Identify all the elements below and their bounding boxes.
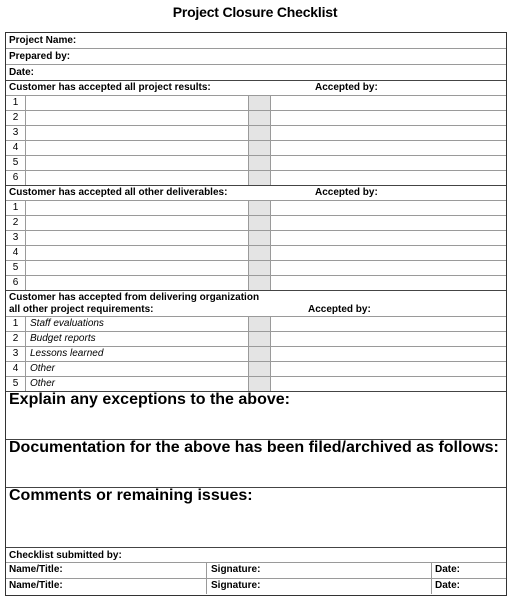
section-label-line2: all other project requirements: <box>9 304 154 315</box>
column-divider <box>206 579 207 594</box>
row-number: 4 <box>6 362 26 376</box>
table-row[interactable] <box>6 332 506 347</box>
accepted-by-label: Accepted by: <box>315 187 378 198</box>
submitted-by-header <box>6 548 506 563</box>
table-row[interactable] <box>6 261 506 276</box>
check-cell[interactable] <box>248 171 271 185</box>
row-number: 2 <box>6 216 26 230</box>
table-row[interactable] <box>6 231 506 246</box>
row-number: 1 <box>6 317 26 331</box>
table-row[interactable] <box>6 362 506 377</box>
date-label: Date: <box>435 564 461 575</box>
signature-label: Signature: <box>211 564 261 575</box>
check-cell[interactable] <box>248 216 271 230</box>
comments-label: Comments or remaining issues: <box>9 487 253 504</box>
check-cell[interactable] <box>248 261 271 275</box>
row-description: Lessons learned <box>30 348 104 359</box>
check-cell[interactable] <box>248 96 271 110</box>
table-row[interactable] <box>6 276 506 291</box>
row-number: 2 <box>6 332 26 346</box>
page-title: Project Closure Checklist <box>172 4 338 20</box>
comments-field[interactable] <box>6 488 506 548</box>
row-number: 1 <box>6 96 26 110</box>
row-description: Other <box>30 363 56 374</box>
check-cell[interactable] <box>248 231 271 245</box>
column-divider <box>431 563 432 578</box>
table-row[interactable] <box>6 317 506 332</box>
section-label-line1: Customer has accepted from delivering organization <box>9 292 260 303</box>
project-name-label: Project Name: <box>9 35 77 46</box>
check-cell[interactable] <box>248 156 271 170</box>
check-cell[interactable] <box>248 126 271 140</box>
check-cell[interactable] <box>248 276 271 290</box>
row-number: 3 <box>6 347 26 361</box>
section-label: Customer has accepted all other deliverables: <box>9 187 228 198</box>
signature-row[interactable] <box>6 563 506 579</box>
row-number: 4 <box>6 246 26 260</box>
table-row[interactable] <box>6 377 506 392</box>
table-row[interactable] <box>6 216 506 231</box>
date-field[interactable] <box>6 65 506 81</box>
documentation-label: Documentation for the above has been filed/archived as follows: <box>9 439 499 456</box>
accepted-by-label: Accepted by: <box>315 82 378 93</box>
check-cell[interactable] <box>248 141 271 155</box>
check-cell[interactable] <box>248 317 271 331</box>
checklist-form <box>5 32 507 596</box>
row-number: 6 <box>6 276 26 290</box>
row-number: 2 <box>6 111 26 125</box>
table-row[interactable] <box>6 201 506 216</box>
section-label: Customer has accepted all project results: <box>9 82 211 93</box>
section-label <box>9 292 259 316</box>
exceptions-field[interactable] <box>6 392 506 440</box>
table-row[interactable] <box>6 111 506 126</box>
row-number: 5 <box>6 156 26 170</box>
section-results-header <box>6 81 506 96</box>
check-cell[interactable] <box>248 201 271 215</box>
row-description: Other <box>30 378 56 389</box>
row-number: 4 <box>6 141 26 155</box>
row-number: 1 <box>6 201 26 215</box>
prepared-by-field[interactable] <box>6 49 506 65</box>
check-cell[interactable] <box>248 377 271 391</box>
row-number: 6 <box>6 171 26 185</box>
table-row[interactable] <box>6 141 506 156</box>
row-number: 5 <box>6 377 26 391</box>
section-requirements-header <box>6 291 506 317</box>
table-row[interactable] <box>6 126 506 141</box>
submitted-by-label: Checklist submitted by: <box>9 550 122 561</box>
date-label: Date: <box>435 580 461 591</box>
table-row[interactable] <box>6 171 506 186</box>
row-description: Staff evaluations <box>30 318 104 329</box>
row-number: 3 <box>6 231 26 245</box>
check-cell[interactable] <box>248 332 271 346</box>
table-row[interactable] <box>6 347 506 362</box>
check-cell[interactable] <box>248 362 271 376</box>
row-number: 3 <box>6 126 26 140</box>
signature-row[interactable] <box>6 579 506 595</box>
check-cell[interactable] <box>248 246 271 260</box>
prepared-by-label: Prepared by: <box>9 51 71 62</box>
name-title-label: Name/Title: <box>9 564 63 575</box>
section-deliverables-header <box>6 186 506 201</box>
table-row[interactable] <box>6 156 506 171</box>
column-divider <box>206 563 207 578</box>
signature-label: Signature: <box>211 580 261 591</box>
table-row[interactable] <box>6 96 506 111</box>
exceptions-label: Explain any exceptions to the above: <box>9 391 290 408</box>
date-label: Date: <box>9 67 35 78</box>
check-cell[interactable] <box>248 347 271 361</box>
table-row[interactable] <box>6 246 506 261</box>
name-title-label: Name/Title: <box>9 580 63 591</box>
column-divider <box>431 579 432 594</box>
row-number: 5 <box>6 261 26 275</box>
check-cell[interactable] <box>248 111 271 125</box>
project-name-field[interactable] <box>6 33 506 49</box>
documentation-field[interactable] <box>6 440 506 488</box>
row-description: Budget reports <box>30 333 96 344</box>
accepted-by-label: Accepted by: <box>308 304 371 315</box>
